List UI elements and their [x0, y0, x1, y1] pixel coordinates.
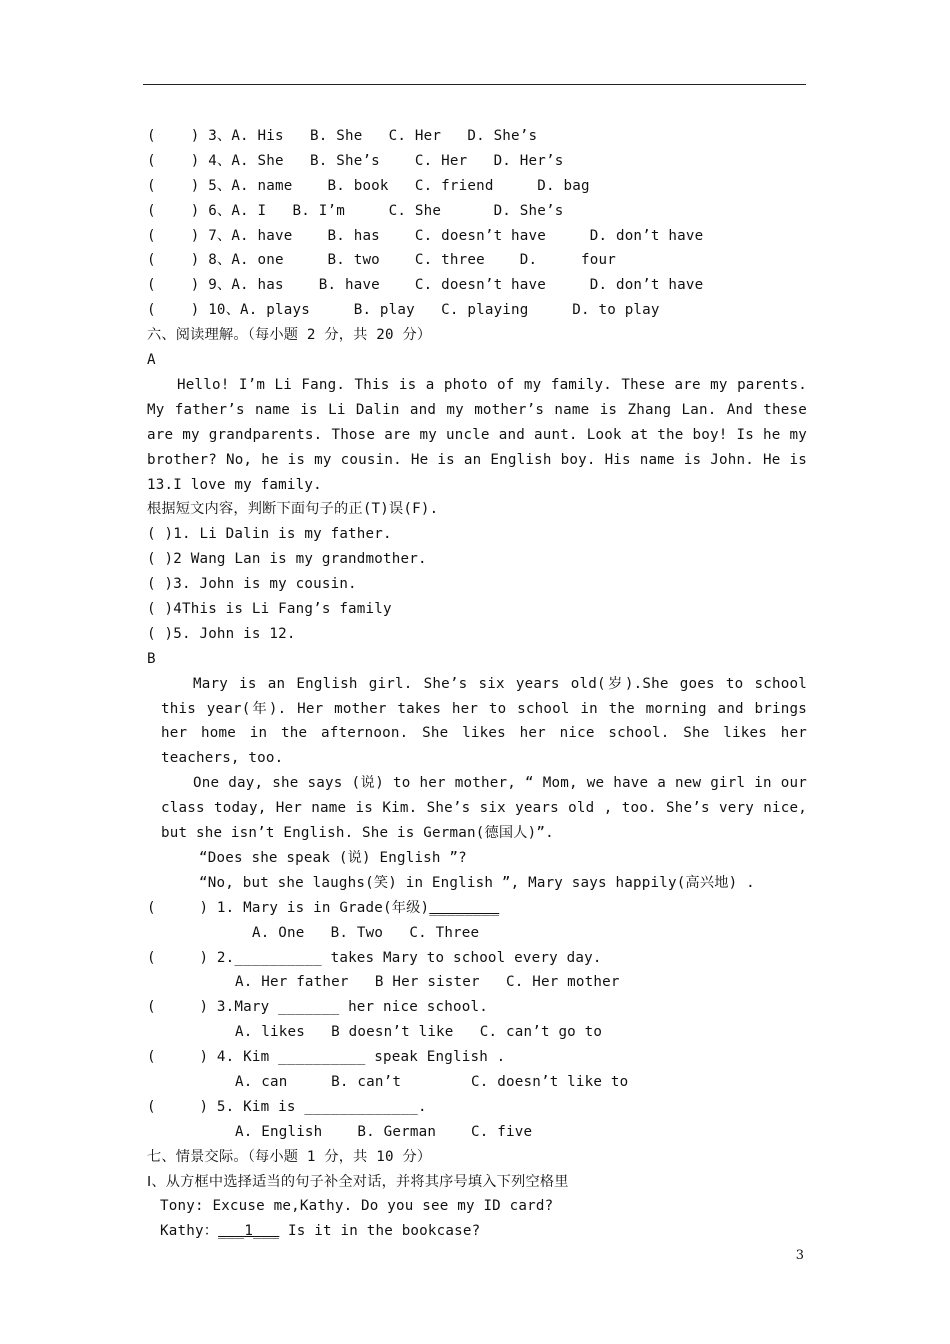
page-content	[147, 124, 807, 1244]
question-stem: ( ) 1. Mary is in Grade(年级)	[147, 899, 430, 916]
choice-item-5: ( ) 5、A. name B. book C. friend D. bag	[147, 177, 590, 194]
header-rule	[143, 84, 806, 85]
b-question-4-options: A. can B. can’t C. doesn’t like to	[235, 1074, 629, 1091]
question-tail: .	[418, 1098, 427, 1115]
b-question-5	[147, 1095, 807, 1120]
dialog-line-1: Tony: Excuse me,Kathy. Do you see my ID card?	[160, 1198, 554, 1215]
tf-item-5: ( )5. John is 12.	[147, 625, 296, 642]
b-question-5-options: A. English B. German C. five	[235, 1123, 533, 1140]
answer-blank: _______	[278, 999, 340, 1016]
passage-b-quote-1: “Does she speak (说) English ”?	[199, 850, 467, 867]
passage-b-paragraph-2: One day, she says (说) to her mother, “ Mom, we have a new girl in our class today, Her name is Kim. She’s six years old , too. She’s very nice, but she isn’t English. She is German(德国人)”.	[161, 775, 807, 842]
tf-item-3: ( )3. John is my cousin.	[147, 576, 357, 593]
passage-b	[147, 672, 807, 846]
page-number: 3	[795, 1248, 804, 1263]
question-tail: takes Mary to school every day.	[321, 949, 602, 966]
passage-b-paragraph-1: Mary is an English girl. She’s six years old(岁).She goes to school this year(年). Her mother takes her to school in the morning and brings her home in the afternoon. She likes her nice school. She likes her teachers, too.	[161, 675, 807, 767]
b-question-3-options: A. likes B doesn’t like C. can’t go to	[235, 1024, 603, 1041]
answer-blank: __________	[278, 1049, 366, 1066]
choice-list	[147, 124, 807, 323]
answer-blank: __________	[234, 949, 322, 966]
b-question-1-options: A. One B. Two C. Three	[252, 924, 480, 941]
question-stem: ( ) 4. Kim	[147, 1049, 279, 1066]
choice-item-10: ( ) 10、A. plays B. play C. playing D. to play	[147, 302, 660, 319]
passage-b-label: B	[147, 650, 156, 667]
question-tail: her nice school.	[339, 999, 488, 1016]
choice-item-7: ( ) 7、A. have B. has C. doesn’t have D. don’t have	[147, 227, 704, 244]
passage-b-quote-2: “No, but she laughs(笑) in English ”, Mary says happily(高兴地) .	[199, 874, 755, 891]
section7-part1-instruction: Ⅰ、从方框中选择适当的句子补全对话，并将其序号填入下列空格里	[147, 1173, 569, 1190]
dialog-line-2	[147, 1219, 807, 1244]
tf-item-1: ( )1. Li Dalin is my father.	[147, 526, 392, 543]
b-question-2	[147, 946, 807, 971]
passage-a-label: A	[147, 352, 156, 369]
b-question-4	[147, 1045, 807, 1070]
choice-item-3: ( ) 3、A. His B. She C. Her D. She’s	[147, 128, 538, 144]
b-question-list	[147, 896, 807, 1145]
choice-item-9: ( ) 9、A. has B. have C. doesn’t have D. don’t have	[147, 277, 704, 294]
passage-a-text: Hello! I’m Li Fang. This is a photo of my family. These are my parents. My father’s name is Li Dalin and my mother’s name is Zhang Lan. And these are my grandparents. Those are my uncle and aunt. Look at the boy! Is he my brother? No, he is my cousin. He is an English boy. His name is John. He is 13.I love my family.	[147, 376, 807, 493]
answer-blank: ___1___	[218, 1223, 280, 1240]
dialog-speaker: Kathy：	[160, 1223, 219, 1240]
b-question-3	[147, 995, 807, 1020]
choice-item-4: ( ) 4、A. She B. She’s C. Her D. Her’s	[147, 152, 564, 169]
question-stem: ( ) 3.Mary	[147, 999, 279, 1016]
tf-item-4: ( )4This is Li Fang’s family	[147, 601, 392, 617]
b-question-1	[147, 896, 807, 921]
question-stem: ( ) 5. Kim is	[147, 1098, 305, 1115]
question-tail: speak English .	[365, 1049, 506, 1066]
answer-blank: _____________	[304, 1098, 419, 1115]
question-stem: ( ) 2.	[147, 949, 235, 966]
dialog-text: Is it in the bookcase?	[279, 1223, 481, 1240]
tf-instruction: 根据短文内容，判断下面句子的正(T)误(F).	[147, 501, 439, 518]
tf-list	[147, 522, 807, 646]
answer-blank: ________	[429, 899, 500, 916]
section7-title: 七、情景交际。（每小题 1 分，共 10 分）	[147, 1148, 432, 1165]
choice-item-8: ( ) 8、A. one B. two C. three D. four	[147, 252, 616, 269]
tf-item-2: ( )2 Wang Lan is my grandmother.	[147, 551, 427, 568]
section6-title: 六、阅读理解。（每小题 2 分，共 20 分）	[147, 327, 432, 344]
b-question-2-options: A. Her father B Her sister C. Her mother	[235, 974, 620, 991]
choice-item-6: ( ) 6、A. I B. I’m C. She D. She’s	[147, 202, 564, 219]
